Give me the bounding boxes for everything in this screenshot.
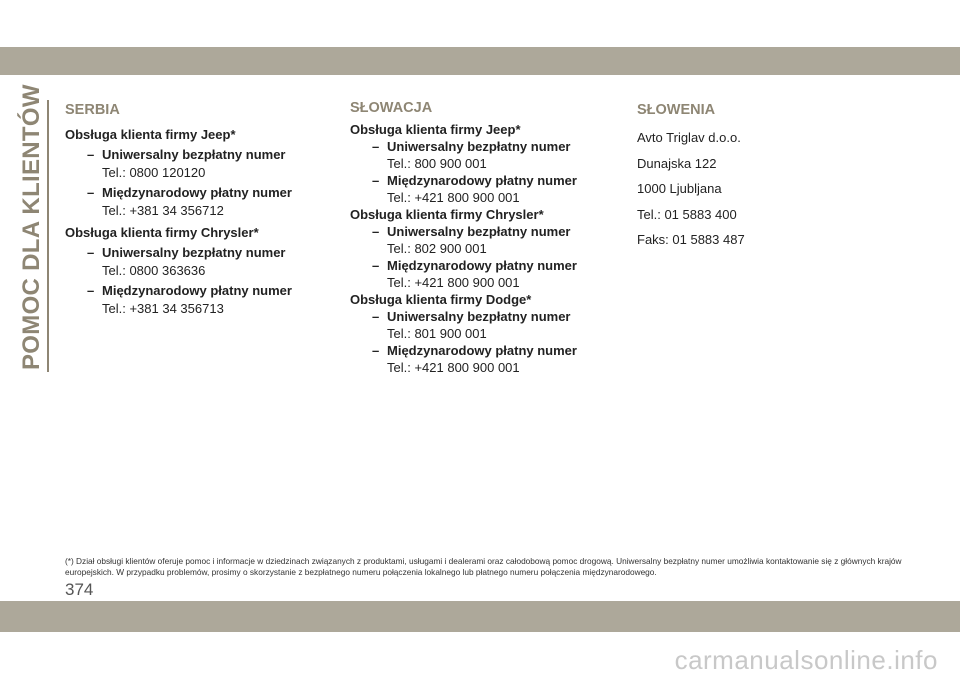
slovenia-heading: SŁOWENIA bbox=[637, 102, 716, 118]
street-address: Dunajska 122 bbox=[637, 155, 717, 171]
side-rule-divider bbox=[47, 100, 49, 372]
serbia-column bbox=[65, 100, 335, 320]
fax-number: Faks: 01 5883 487 bbox=[637, 232, 745, 247]
dash-bullet: – bbox=[87, 185, 95, 200]
serbia-heading: SERBIA bbox=[65, 102, 120, 118]
group-title: Obsługa klienta firmy Jeep* bbox=[350, 122, 521, 137]
dash-bullet: – bbox=[87, 147, 95, 162]
group-title: Obsługa klienta firmy Jeep* bbox=[65, 127, 236, 142]
page-number: 374 bbox=[65, 580, 94, 599]
entry-label: – Uniwersalny bezpłatny numer bbox=[372, 309, 571, 324]
dash-bullet: – bbox=[372, 309, 380, 324]
phone-number: Tel.: +381 34 356713 bbox=[102, 301, 224, 316]
dash-bullet: – bbox=[372, 258, 380, 273]
entry-label: – Uniwersalny bezpłatny numer bbox=[87, 245, 286, 260]
entry-label: – Międzynarodowy płatny numer bbox=[372, 343, 577, 358]
phone-number: Tel.: +381 34 356712 bbox=[102, 203, 224, 218]
phone-number: Tel.: 801 900 001 bbox=[387, 326, 487, 341]
city-postcode: 1000 Ljubljana bbox=[637, 181, 722, 196]
phone-number: Tel.: 802 900 001 bbox=[387, 241, 487, 256]
company-name: Avto Triglav d.o.o. bbox=[637, 130, 741, 145]
group-title: Obsługa klienta firmy Chrysler* bbox=[65, 225, 259, 240]
dash-bullet: – bbox=[87, 245, 95, 260]
slovakia-column bbox=[350, 100, 620, 376]
top-band bbox=[0, 47, 960, 75]
phone-number: Tel.: +421 800 900 001 bbox=[387, 190, 520, 205]
dash-bullet: – bbox=[372, 173, 380, 188]
section-side-title: POMOC DLA KLIENTÓW bbox=[18, 84, 45, 370]
entry-label: – Międzynarodowy płatny numer bbox=[87, 283, 292, 298]
slovenia-column bbox=[637, 100, 907, 257]
footnote: (*) Dział obsługi klientów oferuje pomoc i informacje w dziedzinach związanych z produktami, usługami i dealerami oraz całodobową pomoc drogową. Uniwersalny bezpłatny numer umożliwia kontaktowanie się z głównych krajów europejskich. W przypadku problemów, prosimy o skorzystanie z bezpłatnego numeru połączenia lokalnego lub płatnego numeru połączenia międzynarodowego. bbox=[65, 556, 902, 577]
phone-number: Tel.: 0800 120120 bbox=[102, 165, 206, 180]
phone-number: Tel.: 800 900 001 bbox=[387, 156, 487, 171]
phone-number: Tel.: +421 800 900 001 bbox=[387, 360, 520, 375]
entry-label: – Międzynarodowy płatny numer bbox=[87, 185, 292, 200]
watermark: carmanualsonline.info bbox=[674, 645, 938, 675]
entry-label: – Uniwersalny bezpłatny numer bbox=[87, 147, 286, 162]
dash-bullet: – bbox=[372, 139, 380, 154]
phone-number: Tel.: +421 800 900 001 bbox=[387, 275, 520, 290]
dash-bullet: – bbox=[372, 224, 380, 239]
phone-number: Tel.: 0800 363636 bbox=[102, 263, 206, 278]
phone-number: Tel.: 01 5883 400 bbox=[637, 206, 737, 222]
bottom-band bbox=[0, 601, 960, 632]
slovakia-heading: SŁOWACJA bbox=[350, 100, 433, 116]
entry-label: – Uniwersalny bezpłatny numer bbox=[372, 224, 571, 239]
group-title: Obsługa klienta firmy Chrysler* bbox=[350, 207, 544, 222]
dash-bullet: – bbox=[372, 343, 380, 358]
entry-label: – Międzynarodowy płatny numer bbox=[372, 258, 577, 273]
entry-label: – Międzynarodowy płatny numer bbox=[372, 173, 577, 188]
group-title: Obsługa klienta firmy Dodge* bbox=[350, 292, 532, 307]
entry-label: – Uniwersalny bezpłatny numer bbox=[372, 139, 571, 154]
dash-bullet: – bbox=[87, 283, 95, 298]
